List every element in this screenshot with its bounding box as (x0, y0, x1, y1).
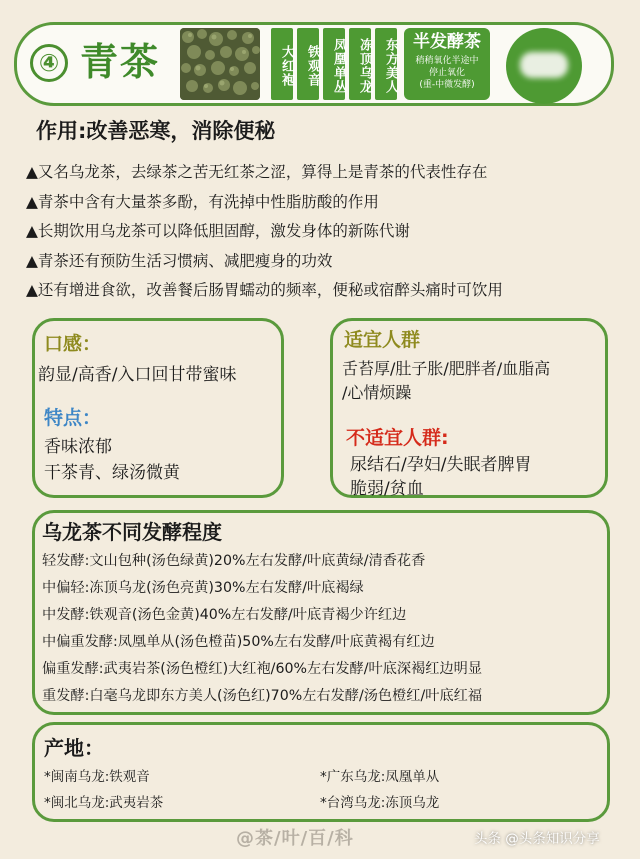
list-item: 中偏轻:冻顶乌龙(汤色亮黄)30%左右发酵/叶底褐绿 (42, 580, 364, 596)
section-number: ④ (30, 44, 68, 82)
origin-item: *闽南乌龙:铁观音 (44, 769, 150, 785)
origin-item: *广东乌龙:凤凰单从 (320, 769, 440, 785)
list-item: 偏重发酵:武夷岩茶(汤色橙红)大红袍/60%左右发酵/叶底深褐红边明显 (42, 661, 483, 677)
taste-text: 韵显/高香/入口回甘带蜜味 (38, 365, 237, 385)
ferment-levels-heading: 乌龙茶不同发酵程度 (42, 520, 222, 544)
footer-brand: @茶/叶/百/科 (236, 828, 354, 849)
suitable-heading: 适宜人群 (344, 329, 421, 351)
tea-leaves-texture (180, 28, 260, 100)
tag-tieguanyin: 铁观音 (297, 28, 319, 100)
list-item: ▲又名乌龙茶，去绿茶之苦无红茶之涩，算得上是青茶的代表性存在 (26, 163, 488, 181)
tag-fenghuang: 凤凰单丛 (323, 28, 345, 100)
origin-heading: 产地： (44, 736, 104, 760)
list-item: 重发酵:白毫乌龙即东方美人(汤色红)70%左右发酵/汤色橙红/叶底红福 (42, 688, 483, 704)
feature-heading: 特点： (44, 407, 102, 429)
feature-line: 香味浓郁 (44, 437, 112, 457)
tea-leaves-image (180, 28, 260, 100)
tag-dahongpao: 大红袍 (271, 28, 293, 100)
unsuitable-heading: 不适宜人群: (346, 427, 449, 449)
unsuitable-line: 尿结石/孕妇/失眠者脾胃 (350, 455, 532, 475)
ferment-note: (重-中微发酵) (419, 80, 475, 90)
list-item: ▲青茶还有预防生活习惯病、减肥瘦身的功效 (26, 251, 333, 270)
ferment-levels-list (42, 548, 482, 710)
list-item: 中偏重发酵:凤凰单从(汤色橙苗)50%左右发酵/叶底黄褐有红边 (42, 634, 435, 650)
ferment-type-badge (404, 28, 490, 100)
effect-heading: 作用:改善恶寒，消除便秘 (36, 119, 276, 143)
tag-dongfang: 东方美人 (375, 28, 397, 100)
page-title: 青茶 (80, 40, 161, 84)
watermark: 头条 @头条知识分享 (474, 831, 600, 847)
taste-heading: 口感： (44, 333, 102, 355)
tag-dongding: 冻顶乌龙 (349, 28, 371, 100)
list-item: 中发酵:铁观音(汤色金黄)40%左右发酵/叶底青褐少许红边 (42, 607, 407, 623)
list-item: 轻发酵:文山包种(汤色绿黄)20%左右发酵/叶底黄绿/清香花香 (42, 553, 426, 569)
ferment-note: 稍稍氧化半途中 (415, 56, 479, 66)
origin-item: *台湾乌龙:冻顶乌龙 (320, 795, 440, 811)
suitable-line: 舌苔厚/肚子胀/肥胖者/血脂高 (342, 359, 551, 378)
ferment-note: 停止氧化 (428, 68, 465, 78)
ferment-type-title: 半发酵茶 (413, 32, 481, 52)
list-item: ▲长期饮用乌龙茶可以降低胆固醇，激发身体的新陈代谢 (26, 222, 410, 240)
benefit-list (26, 158, 626, 306)
list-item: ▲还有增进食欲，改善餐后肠胃蠕动的频率，便秘或宿醉头痛时可饮用 (26, 281, 503, 299)
unsuitable-line: 脆弱/贫血 (350, 479, 424, 499)
origin-item: *闽北乌龙:武夷岩茶 (44, 795, 164, 811)
feature-line: 干茶青、绿汤微黄 (44, 463, 180, 483)
list-item: ▲青茶中含有大量茶多酚，有洗掉中性脂肪酸的作用 (26, 192, 379, 211)
suitable-line: /心情烦躁 (342, 383, 412, 402)
logo-blur (520, 52, 568, 78)
